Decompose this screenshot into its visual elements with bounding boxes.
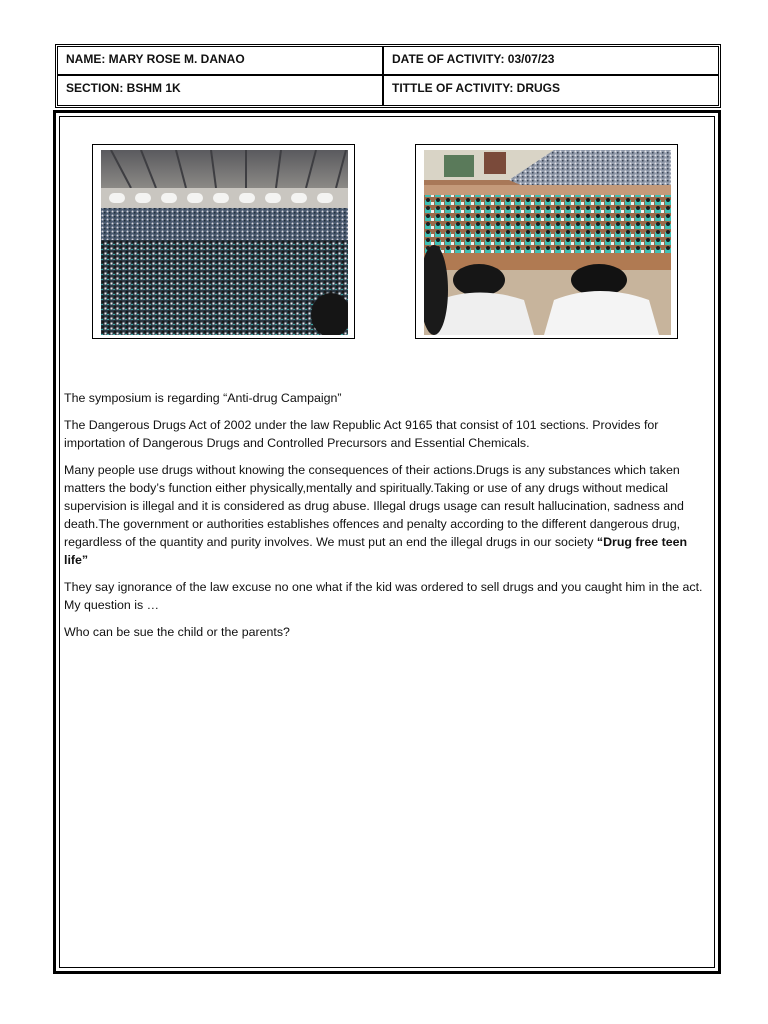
student-name: NAME: MARY ROSE M. DANAO — [58, 47, 384, 76]
activity-date: DATE OF ACTIVITY: 03/07/23 — [384, 47, 718, 76]
header-table — [55, 44, 721, 108]
symposium-intro: The symposium is regarding “Anti-drug Campaign” — [64, 391, 342, 405]
law-paragraph: The Dangerous Drugs Act of 2002 under the law Republic Act 9165 that consist of 101 sections. Provides for importation of Dangerous Drugs and Controlled Precursors and Essential Chemicals. — [64, 418, 659, 450]
seated-audience-image — [424, 150, 671, 335]
question: Who can be sue the child or the parents? — [64, 625, 290, 639]
drug-abuse-text: Many people use drugs without knowing the consequences of their actions.Drugs is any substances which taken matters the body’s function either physically,mentally and spiritually.Taking or use of any drugs without medical supervision is illegal and it is considered as drug abuse. Illegal drugs usage can result hallucination, sadness and death.The government or authorities establishes offences and penalty according to the different dangerous drug, regardless of the quantity and purity involves. We must put an end the illegal drugs in our society — [64, 463, 684, 549]
report-body — [64, 389, 714, 650]
photo-seated-audience — [415, 144, 678, 339]
gym-crowd-image — [101, 150, 348, 335]
question-context: They say ignorance of the law excuse no one what if the kid was ordered to sell drugs and you caught him in the act. My question is … — [64, 580, 703, 612]
slogan: “Drug free teen life” — [64, 535, 688, 567]
section: SECTION: BSHM 1K — [58, 76, 384, 105]
activity-title: TITTLE OF ACTIVITY: DRUGS — [392, 81, 560, 95]
photo-gym-crowd — [92, 144, 355, 339]
drug-abuse-paragraph — [64, 461, 714, 569]
